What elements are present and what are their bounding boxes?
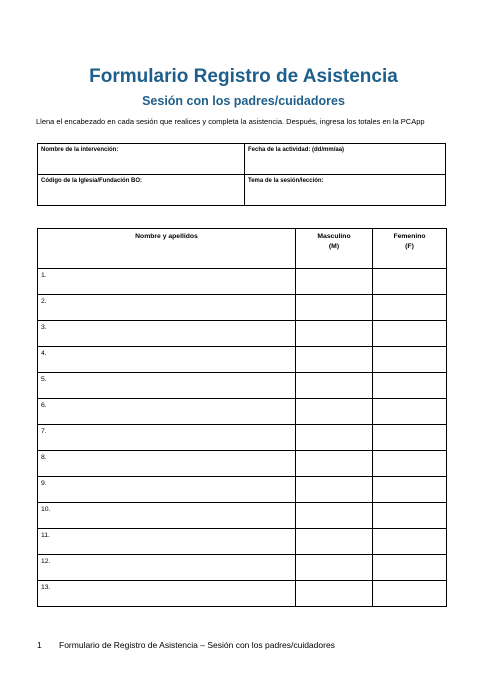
row-number: 1.	[41, 272, 47, 279]
attendee-name-cell[interactable]	[38, 425, 296, 451]
row-number: 7.	[41, 428, 47, 435]
female-header-label: Femenino	[393, 233, 426, 240]
instructions-text: Llena el encabezado en cada sesión que realices y completa la asistencia. Después, ingresa los totales en la PCApp	[36, 117, 425, 126]
attendance-row	[38, 269, 447, 295]
female-cell[interactable]	[373, 581, 447, 607]
attendance-row	[38, 399, 447, 425]
male-cell[interactable]	[296, 529, 373, 555]
male-header-abbr: (M)	[328, 243, 340, 250]
female-cell[interactable]	[373, 373, 447, 399]
row-number: 10.	[41, 506, 51, 513]
male-cell[interactable]	[296, 425, 373, 451]
female-cell[interactable]	[373, 399, 447, 425]
female-cell[interactable]	[373, 503, 447, 529]
attendance-row	[38, 529, 447, 555]
row-number: 5.	[41, 376, 47, 383]
female-cell[interactable]	[373, 555, 447, 581]
row-number: 4.	[41, 350, 47, 357]
attendance-row	[38, 295, 447, 321]
footer-text: Formulario de Registro de Asistencia – Sesión con los padres/cuidadores	[59, 640, 335, 650]
attendance-row	[38, 321, 447, 347]
activity-date-field[interactable]	[245, 144, 446, 175]
attendee-name-cell[interactable]	[38, 477, 296, 503]
male-cell[interactable]	[296, 477, 373, 503]
attendance-row	[38, 555, 447, 581]
male-cell[interactable]	[296, 581, 373, 607]
row-number: 12.	[41, 558, 51, 565]
form-subtitle: Sesión con los padres/cuidadores	[142, 94, 345, 108]
female-cell[interactable]	[373, 425, 447, 451]
attendee-name-cell[interactable]	[38, 451, 296, 477]
attendance-row	[38, 425, 447, 451]
attendance-row	[38, 503, 447, 529]
row-number: 9.	[41, 480, 47, 487]
female-cell[interactable]	[373, 321, 447, 347]
session-topic-field[interactable]	[245, 175, 446, 206]
female-cell[interactable]	[373, 295, 447, 321]
attendee-name-cell[interactable]	[38, 581, 296, 607]
row-number: 6.	[41, 402, 47, 409]
row-number: 8.	[41, 454, 47, 461]
male-header-label: Masculino	[317, 233, 351, 240]
attendee-name-cell[interactable]	[38, 373, 296, 399]
male-cell[interactable]	[296, 373, 373, 399]
attendee-name-cell[interactable]	[38, 295, 296, 321]
activity-date-label: Fecha de la actividad: (dd/mm/aa)	[248, 147, 345, 153]
form-title: Formulario Registro de Asistencia	[89, 66, 398, 87]
session-topic-label: Tema de la sesión/lección:	[248, 178, 324, 184]
attendee-name-cell[interactable]	[38, 269, 296, 295]
male-cell[interactable]	[296, 451, 373, 477]
attendance-header-row	[38, 229, 447, 269]
row-number: 13.	[41, 584, 51, 591]
attendance-row	[38, 581, 447, 607]
attendee-name-cell[interactable]	[38, 503, 296, 529]
attendance-table	[37, 228, 447, 607]
male-cell[interactable]	[296, 321, 373, 347]
name-column-header: Nombre y apellidos	[38, 229, 296, 269]
attendance-row	[38, 451, 447, 477]
female-cell[interactable]	[373, 477, 447, 503]
male-cell[interactable]	[296, 269, 373, 295]
attendee-name-cell[interactable]	[38, 347, 296, 373]
intervention-name-field[interactable]	[38, 144, 245, 175]
male-cell[interactable]	[296, 555, 373, 581]
female-cell[interactable]	[373, 529, 447, 555]
female-cell[interactable]	[373, 347, 447, 373]
attendee-name-cell[interactable]	[38, 321, 296, 347]
row-number: 3.	[41, 324, 47, 331]
male-cell[interactable]	[296, 503, 373, 529]
page-footer	[37, 640, 335, 650]
row-number: 11.	[41, 532, 50, 539]
female-column-header	[373, 229, 447, 269]
attendee-name-cell[interactable]	[38, 555, 296, 581]
male-cell[interactable]	[296, 347, 373, 373]
female-cell[interactable]	[373, 451, 447, 477]
attendee-name-cell[interactable]	[38, 529, 296, 555]
page-number: 1	[37, 640, 42, 650]
female-header-abbr: (F)	[405, 243, 414, 250]
row-number: 2.	[41, 298, 47, 305]
intervention-name-label: Nombre de la intervención:	[41, 147, 119, 153]
attendee-name-cell[interactable]	[38, 399, 296, 425]
attendance-row	[38, 477, 447, 503]
male-cell[interactable]	[296, 399, 373, 425]
header-fields-table	[37, 143, 446, 206]
church-code-field[interactable]	[38, 175, 245, 206]
church-code-label: Código de la Iglesia/Fundación BO:	[41, 178, 143, 184]
male-cell[interactable]	[296, 295, 373, 321]
attendance-row	[38, 347, 447, 373]
female-cell[interactable]	[373, 269, 447, 295]
male-column-header	[296, 229, 373, 269]
attendance-body	[38, 269, 447, 607]
attendance-row	[38, 373, 447, 399]
